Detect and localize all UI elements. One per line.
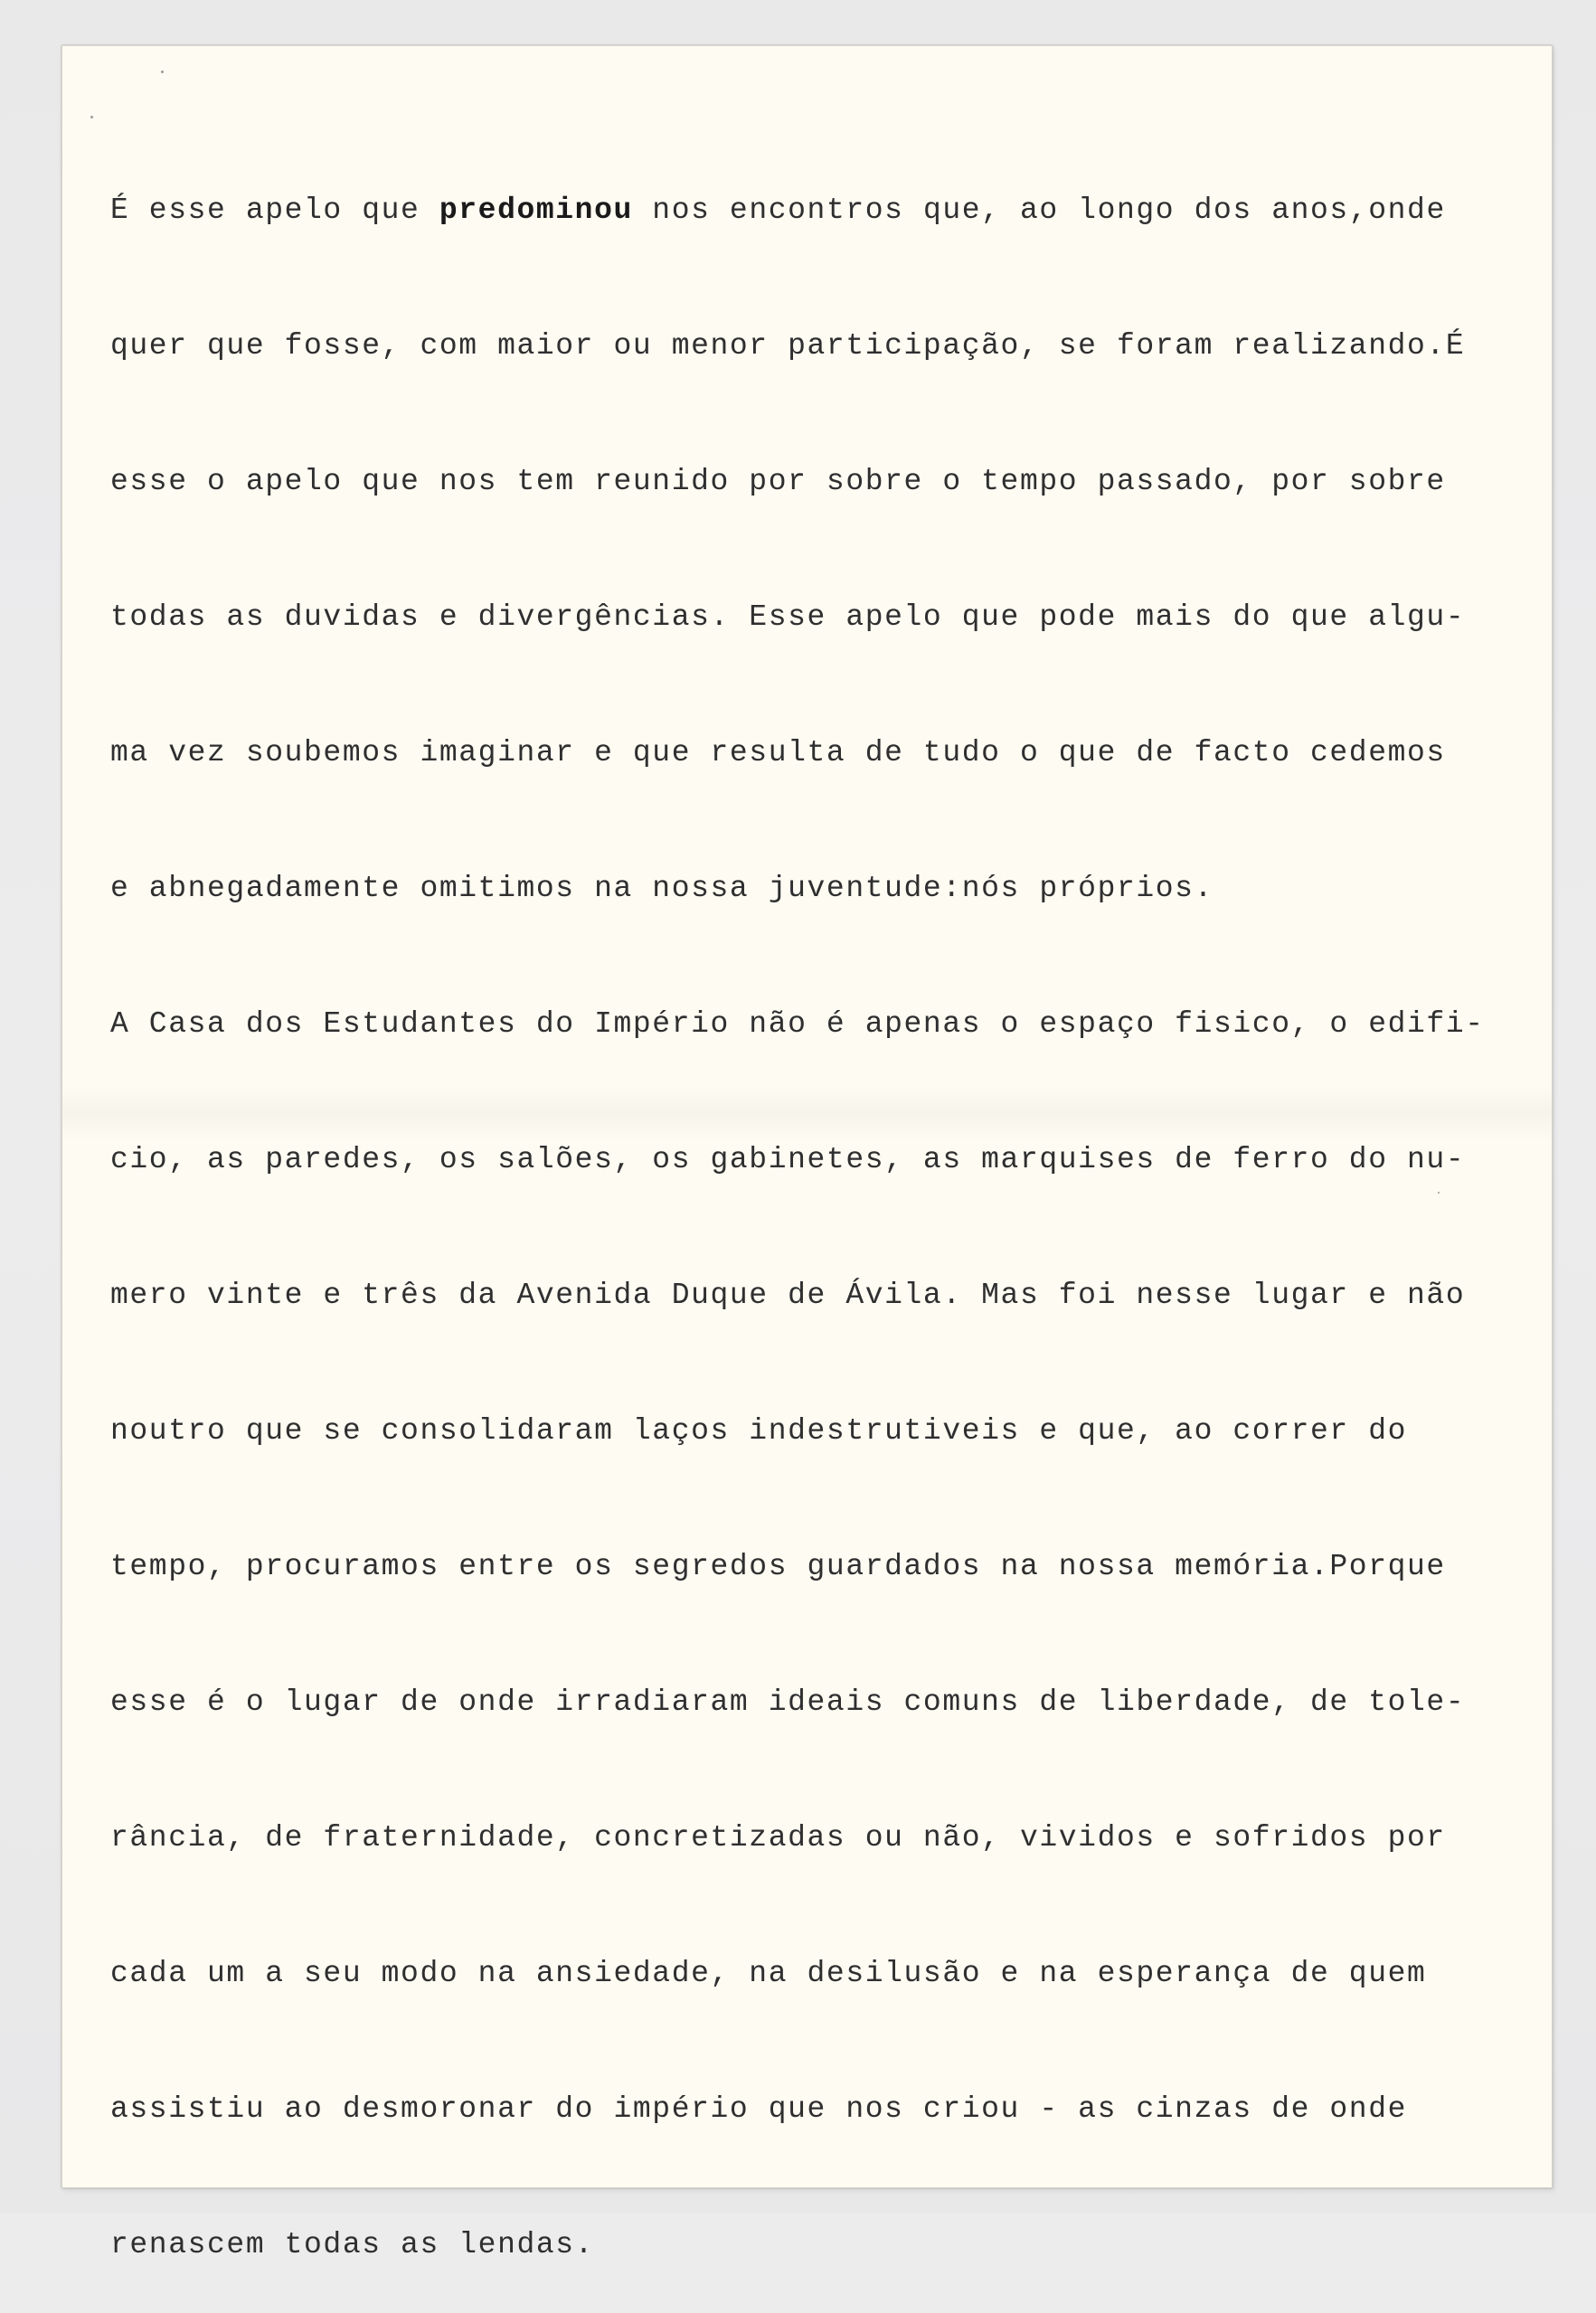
- paper-speck: [161, 71, 164, 73]
- text-line: rância, de fraternidade, concretizadas ou não, vividos e sofridos por: [110, 1821, 1446, 1855]
- text-line: esse é o lugar de onde irradiaram ideais comuns de liberdade, de tole-: [110, 1685, 1466, 1719]
- text-line: noutro que se consolidaram laços indestrutiveis e que, ao correr do: [110, 1414, 1408, 1448]
- text-line: cio, as paredes, os salões, os gabinetes, as marquises de ferro do nu-: [110, 1143, 1466, 1176]
- typed-paragraph: [110, 98, 1566, 2313]
- text-line: ma vez soubemos imaginar e que resulta de tudo o que de facto cedemos: [110, 736, 1446, 769]
- paper-speck: [90, 116, 93, 118]
- text-line: e abnegadamente omitimos na nossa juventude:nós próprios.: [110, 872, 1214, 905]
- text-line: assistiu ao desmoronar do império que nos criou - as cinzas de onde: [110, 2092, 1408, 2126]
- text-line-end: nos encontros que, ao longo dos anos,onde: [632, 194, 1446, 227]
- overtyped-word: predominou: [439, 194, 633, 227]
- text-line: A Casa dos Estudantes do Império não é apenas o espaço fisico, o edifi-: [110, 1007, 1485, 1041]
- text-line: esse o apelo que nos tem reunido por sobre o tempo passado, por sobre: [110, 465, 1446, 498]
- text-line: tempo, procuramos entre os segredos guardados na nossa memória.Porque: [110, 1550, 1446, 1583]
- text-line: cada um a seu modo na ansiedade, na desilusão e na esperança de quem: [110, 1957, 1427, 1990]
- text-line: quer que fosse, com maior ou menor participação, se foram realizando.É: [110, 329, 1466, 363]
- text-line: mero vinte e três da Avenida Duque de Ávila. Mas foi nesse lugar e não: [110, 1279, 1466, 1312]
- text-line-start: É esse apelo que: [110, 194, 439, 227]
- text-line: todas as duvidas e divergências. Esse apelo que pode mais do que algu-: [110, 600, 1466, 634]
- text-line: renascem todas as lendas.: [110, 2228, 595, 2261]
- text-line: [110, 188, 1566, 233]
